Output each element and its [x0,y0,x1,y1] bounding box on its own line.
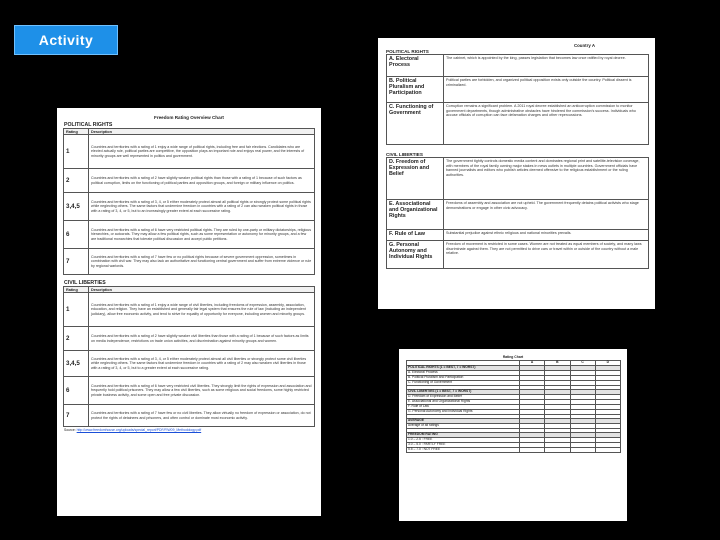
activity-badge: Activity [14,25,118,55]
category-text: The cabinet, which is appointed by the king, passes legislation that becomes law once ratified by royal decree. [444,55,649,77]
table-row [407,448,621,453]
description-cell: Countries and territories with a rating of 3, 4, or 5 either moderately protect almost all political rights or strongly protect some political rights while neglecting others. The same factors that undermine freedom in countries with a rating of 2 can also weaken political rights in those with a rating of 3, 4, or 5, but to an increasingly greater extent at each successive rating. [89,193,315,221]
overview-title: Freedom Rating Overview Chart [154,115,224,120]
rating-cell: 1 [64,135,89,169]
row-label: A. Electoral Process [407,371,520,376]
table-row [64,351,315,377]
row-label: C. Functioning of Government [407,381,520,386]
rating-chart-document [399,349,627,521]
civil-liberties-section: CIVIL LIBERTIES (1 = BEST, 7 = WORST) [407,390,520,395]
category-text: Substantial prejudice against ethnic religious and national minorities prevails. [444,230,649,241]
row-label: B. Political Pluralism and Participation [407,376,520,381]
category-text: Political parties are forbidden, and organized political opposition exists only outside the country. Political dissent is criminalized. [444,77,649,103]
rating-cell: 6 [64,221,89,249]
table-row [64,405,315,427]
rating-cell: 3,4,5 [64,351,89,377]
description-cell: Countries and territories with a rating of 2 have slightly weaker political rights than those with a rating of 1 because of such factors as political corruption, limits on the functioning of political parties and opposition groups, and foreign or military influence on politics. [89,169,315,193]
rating-cell: 3,4,5 [64,193,89,221]
column-header: C [570,361,595,366]
table-row [64,169,315,193]
category-text: Corruption remains a significant problem. A 2011 royal decree established an anticorruption commission to monitor government departments, though administrative obstacles have hindered the commission's success. Individuals who accuse officials of corruption can face defamation charges and other repercussions. [444,103,649,145]
description-cell: Countries and territories with a rating of 1 enjoy a wide range of civil liberties, including freedoms of expression, assembly, association, education, and religion. They have an established and generally fair legal system that ensures the rule of law (including an independent judiciary), allow free economic activity, and tend to strive for equality of opportunity for everyone, including women and minority groups. [89,293,315,327]
table-row [64,327,315,351]
rating-input-cell[interactable] [595,448,620,453]
table-row [64,293,315,327]
column-header: A [520,361,545,366]
table-row [387,103,649,145]
row-label: Average of all ratings [407,424,520,429]
country-civil-liberties-table [386,157,649,269]
table-row [387,55,649,77]
description-cell: Countries and territories with a rating of 7 have few or no political rights because of severe government oppression, sometimes in combination with civil war. They may also lack an authoritative and functioning central government and suffer from extreme violence or rule by regional warlords. [89,249,315,275]
description-cell: Countries and territories with a rating of 7 have few or no civil liberties. They allow virtually no freedom of expression or association, do not protect the rights of detainees and prisoners, and often control or dominate most economic activity. [89,405,315,427]
category-text: Freedoms of assembly and association are not upheld. The government frequently detains political activists who stage demonstrations or engage in other civic advocacy. [444,200,649,230]
table-row [387,230,649,241]
rating-input-cell[interactable] [520,448,545,453]
category-label: C. Functioning of Government [387,103,444,145]
country-political-rights-table [386,54,649,145]
table-row [387,77,649,103]
table-row [387,241,649,269]
political-rights-section: POLITICAL RIGHTS (1 = BEST, 7 = WORST) [407,366,520,371]
rating-cell: 7 [64,405,89,427]
rating-cell: 6 [64,377,89,405]
category-label: D. Freedom of Expression and Belief [387,158,444,200]
freedom-rating-overview-document [57,108,321,516]
description-header: Description [89,129,315,135]
row-label: 3.0 – 5.0 : PARTLY FREE [407,443,520,448]
average-section: AVERAGE [407,419,520,424]
rating-cell: 2 [64,169,89,193]
table-row [387,158,649,200]
rating-chart-title: Rating Chart [502,355,524,359]
description-cell: Countries and territories with a rating of 6 have very restricted political rights. They are ruled by one-party or military dictatorships, religious hierarchies, or autocrats. They may allow a few political rights, such as some representation or autonomy for minority groups, and a few are traditional monarchies that tolerate political discussion and accept public petitions. [89,221,315,249]
rating-cell: 2 [64,327,89,351]
description-cell: Countries and territories with a rating of 2 have slightly weaker civil liberties than those with a rating of 1 because of such factors as limits on media independence, restrictions on trade union activities, and discrimination against minority groups and women. [89,327,315,351]
rating-cell: 1 [64,293,89,327]
row-label: 5.5 – 7.0 : NOT FREE [407,448,520,453]
table-row [64,135,315,169]
country-political-rights-heading: POLITICAL RIGHTS [386,49,429,54]
political-rights-table [63,128,315,275]
column-header: B [545,361,570,366]
freedom-rating-section: FREEDOM RATING [407,433,520,438]
rating-input-cell[interactable] [545,448,570,453]
description-cell: Countries and territories with a rating of 6 have very restricted civil liberties. They strongly limit the rights of expression and association and frequently hold political prisoners. They may allow a few civil liberties, such as some religious and social freedoms, some highly restricted private business activity, and some open and free private discussion. [89,377,315,405]
category-label: A. Electoral Process [387,55,444,77]
political-rights-heading: POLITICAL RIGHTS [64,122,113,128]
table-row [387,200,649,230]
category-text: Freedom of movement is restricted in some cases. Women are not treated as equal members of society, and many laws discriminate against them. They are not permitted to drive cars or travel within or outside of the country without a male relative. [444,241,649,269]
row-label: F. Rule of Law [407,405,520,410]
row-label: G. Personal Autonomy and Individual Rights [407,410,520,415]
rating-chart-table [406,360,621,453]
country-a-title: Country A [573,43,595,48]
row-label: D. Freedom of Expression and Belief [407,395,520,400]
source-line [64,428,321,432]
table-row [64,377,315,405]
country-a-document [378,38,655,309]
rating-input-cell[interactable] [570,448,595,453]
category-label: B. Political Pluralism and Participation [387,77,444,103]
description-cell: Countries and territories with a rating of 1 enjoy a wide range of political rights, including free and fair elections. Candidates who are elected actually rule, political parties are competitive, the opposition plays an important role and enjoys real power, and the interests of minority groups are well represented in politics and government. [89,135,315,169]
rating-cell: 7 [64,249,89,275]
table-row [64,221,315,249]
category-label: E. Associational and Organizational Rights [387,200,444,230]
category-label: F. Rule of Law [387,230,444,241]
civil-liberties-table [63,286,315,427]
source-link[interactable]: http://www.freedomhouse.org/uploads/special_report/PDF/FIW09_Methodology.pdf [76,428,202,432]
civil-liberties-heading: CIVIL LIBERTIES [64,280,106,286]
description-header: Description [89,287,315,293]
rating-header: Rating [64,129,89,135]
row-label: E. Associational and Organizational Rights [407,400,520,405]
country-civil-liberties-heading: CIVIL LIBERTIES [386,152,423,157]
category-text: The government tightly controls domestic media content and dominates regional print and satellite-television coverage, with members of the royal family owning major stakes in news outlets in multiple countries. Government officials have banned journalists and editors who publish articles deemed offensive to the religious establishment or the ruling authorities. [444,158,649,200]
category-label: G. Personal Autonomy and Individual Rights [387,241,444,269]
description-cell: Countries and territories with a rating of 3, 4, or 5 either moderately protect almost all civil liberties or strongly protect some civil liberties while neglecting others. The same factors that undermine freedom in countries with a rating of 2 may also weaken civil liberties in those with a rating of 3, 4, or 5, but to a greater extent at each successive rating. [89,351,315,377]
row-label: 1.0 – 2.5 : FREE [407,438,520,443]
rating-header: Rating [64,287,89,293]
column-header: D [595,361,620,366]
table-row [64,193,315,221]
table-row [64,249,315,275]
source-label: Source: [64,428,76,432]
